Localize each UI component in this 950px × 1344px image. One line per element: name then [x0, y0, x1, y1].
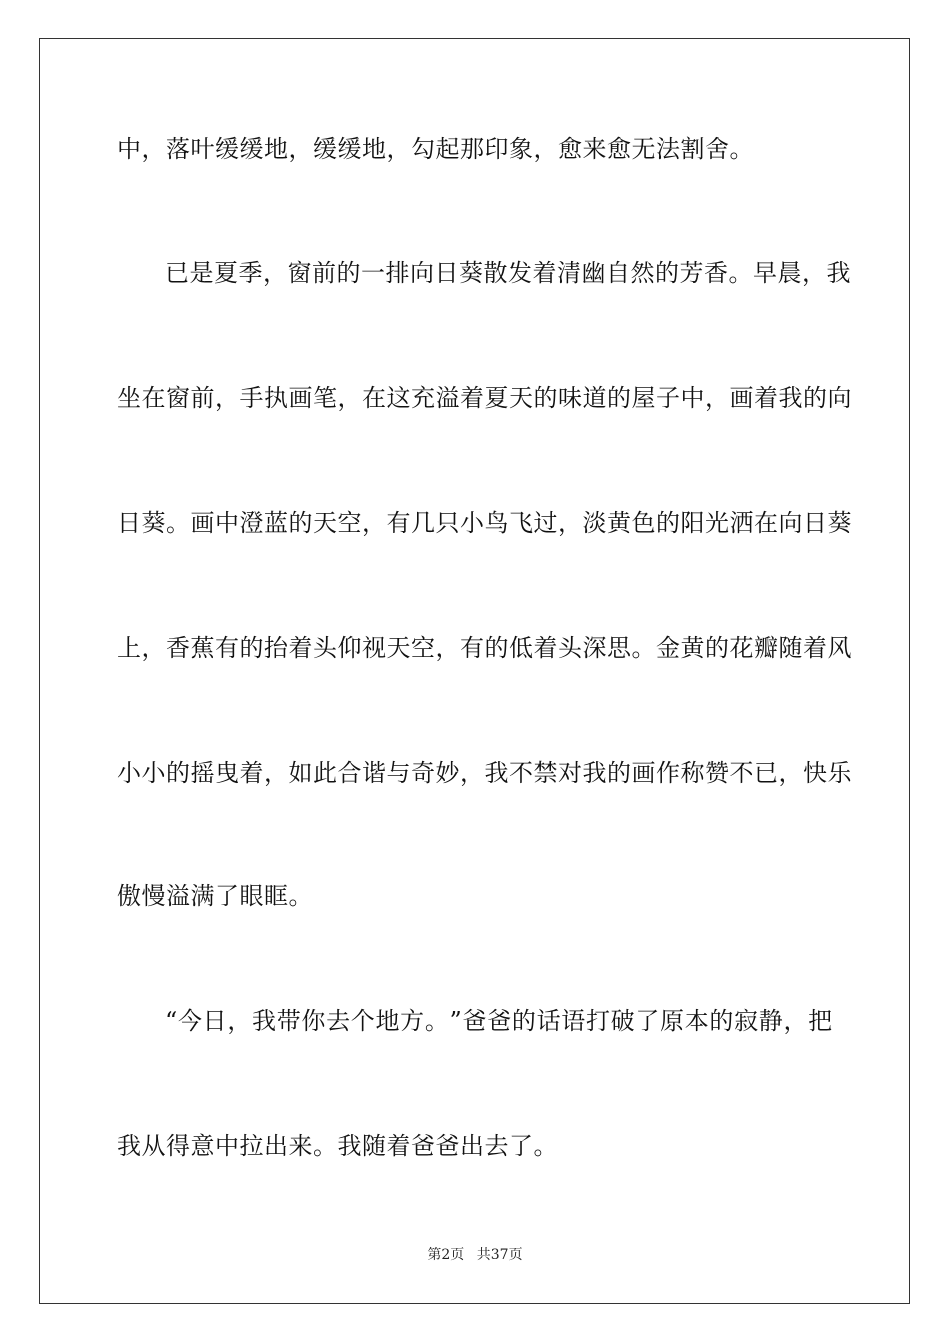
paragraph-line-1: 中，落叶缓缓地，缓缓地，勾起那印象，愈来愈无法割舍。 [117, 135, 754, 163]
paragraph-line-2: 已 是 夏 季 ， 窗 前 的 一 排 向 日 葵 散 发 着 清 幽 自 然 的 芳 香 。 早 晨 ， 我 [165, 259, 851, 287]
page-footer [0, 1246, 950, 1264]
paragraph-line-9: 我从得意中拉出来。我随着爸爸出去了。 [117, 1132, 558, 1160]
paragraph-line-3: 坐 在 窗 前 ， 手 执 画 笔 ， 在 这 充 溢 着 夏 天 的 味 道 的 屋 子 中 ， 画 着 我 的 向 [117, 384, 852, 412]
paragraph-line-7: 傲慢溢满了眼眶。 [117, 882, 313, 910]
page-number: 第2页 [427, 1247, 465, 1263]
paragraph-line-6: 小 小 的 摇 曳 着 ， 如 此 合 谐 与 奇 妙 ， 我 不 禁 对 我 的 画 作 称 赞 不 已 ， 快 乐 [117, 759, 852, 787]
paragraph-line-8: “ 今 日 ， 我 带 你 去 个 地 方 。 ” 爸 爸 的 话 语 打 破 了 原 本 的 寂 静 ， 把 [165, 1007, 833, 1035]
page-frame [39, 38, 910, 1304]
page-total: 共37页 [476, 1247, 523, 1263]
paragraph-line-5: 上 ， 香 蕉 有 的 抬 着 头 仰 视 天 空 ， 有 的 低 着 头 深 思 。 金 黄 的 花 瓣 随 着 风 [117, 634, 852, 662]
paragraph-line-4: 日 葵 。 画 中 澄 蓝 的 天 空 ， 有 几 只 小 鸟 飞 过 ， 淡 黄 色 的 阳 光 洒 在 向 日 葵 [117, 509, 852, 537]
